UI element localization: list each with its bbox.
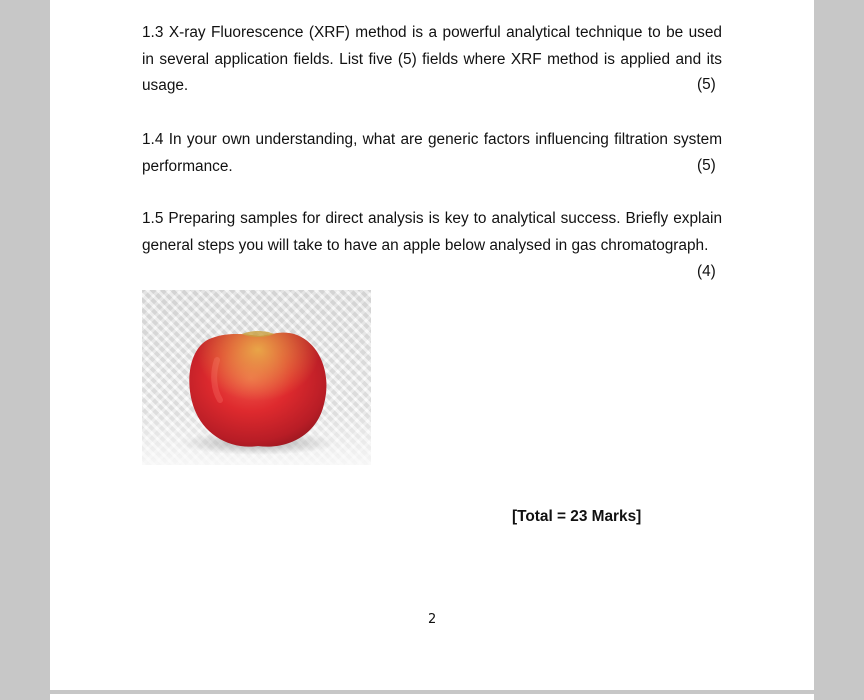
- apple-illustration: [142, 290, 371, 465]
- apple-photo: [142, 290, 371, 465]
- marks-label: (4): [697, 263, 716, 280]
- question-1-5: [142, 206, 722, 259]
- next-page-edge: [50, 694, 814, 700]
- question-number: 1.4: [142, 131, 164, 148]
- question-text: Preparing samples for direct analysis is key to analytical success. Briefly explain general steps you will take to have an apple below analysed in gas chromatograph.: [142, 210, 722, 254]
- total-marks: [Total = 23 Marks]: [512, 508, 642, 525]
- marks-label: (5): [697, 157, 716, 174]
- question-number: 1.3: [142, 24, 164, 41]
- question-text: X-ray Fluorescence (XRF) method is a powerful analytical technique to be used in several application fields. List five (5) fields where XRF method is applied and its usage.: [142, 24, 722, 94]
- marks-label: (5): [697, 76, 716, 93]
- document-page: [50, 0, 814, 690]
- page-number: 2: [428, 612, 437, 627]
- question-1-4: [142, 127, 722, 180]
- question-text: In your own understanding, what are generic factors influencing filtration system performance.: [142, 131, 723, 175]
- question-1-3: [142, 20, 722, 100]
- question-number: 1.5: [142, 210, 164, 227]
